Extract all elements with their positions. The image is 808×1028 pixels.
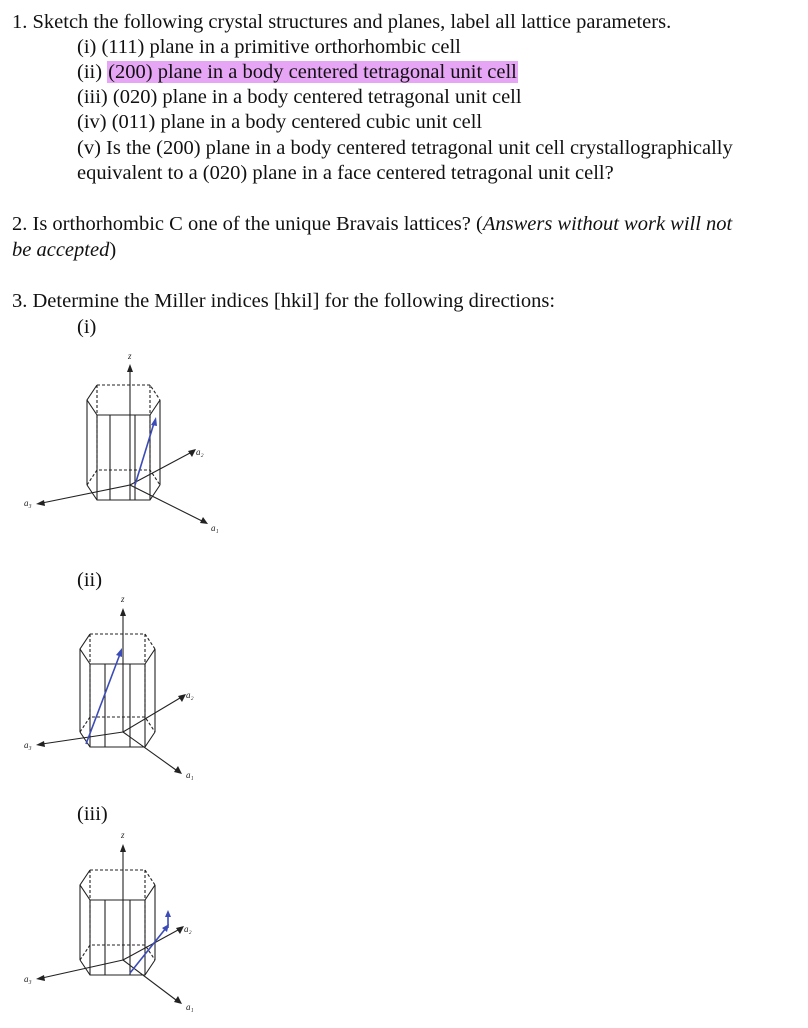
q1-item-v-cont: equivalent to a (020) plane in a face centered tetragonal unit cell? [77,162,614,184]
axis-a1-label: a₁ [186,1002,194,1012]
q1-heading: 1. Sketch the following crystal structures and planes, label all lattice parameters. [12,11,672,33]
q1-item-v: (v) Is the (200) plane in a body centered tetragonal unit cell crystallographically [77,137,733,159]
q3-sub-ii: (ii) [77,569,103,591]
axis-a3-label: a₃ [24,974,32,984]
q2-note-italic-cont: be accepted [12,239,110,261]
q1-item-iii: (iii) (020) plane in a body centered tetragonal unit cell [77,86,522,108]
axis-a2-label: a₂ [186,690,194,700]
q1-item-i: (i) (111) plane in a primitive orthorhombic cell [77,36,461,58]
q2-line-1 [12,212,732,236]
axis-z-label: z [121,594,125,604]
q2-note-italic: Answers without work will not [482,213,733,235]
axis-a1-label: a₁ [186,770,194,780]
axis-a2-label: a₂ [196,447,204,457]
axis-z-label: z [121,830,125,840]
q3-heading: 3. Determine the Miller indices [hkil] for the following directions: [12,290,556,312]
hex-prism-figure-i [24,345,230,545]
q2-question-text: 2. Is orthorhombic C one of the unique Bravais lattices? ( [12,213,483,235]
axis-z-label: z [128,351,132,361]
axis-a1-label: a₁ [211,523,219,533]
q1-item-ii [77,60,518,84]
q2-line-2 [12,238,116,262]
hex-prism-figure-ii [24,592,230,792]
q1-item-ii-prefix: (ii) [77,61,103,83]
highlighted-text: (200) plane in a body centered tetragonal unit cell [108,61,517,83]
q2-close-paren: ) [109,239,117,261]
axis-a2-label: a₂ [184,924,192,934]
hex-prism-figure-iii [24,828,230,1028]
q3-sub-i: (i) [77,316,97,338]
axis-a3-label: a₃ [24,498,32,508]
q1-item-iv: (iv) (011) plane in a body centered cubic unit cell [77,111,483,133]
q3-sub-iii: (iii) [77,803,108,825]
axis-a3-label: a₃ [24,740,32,750]
